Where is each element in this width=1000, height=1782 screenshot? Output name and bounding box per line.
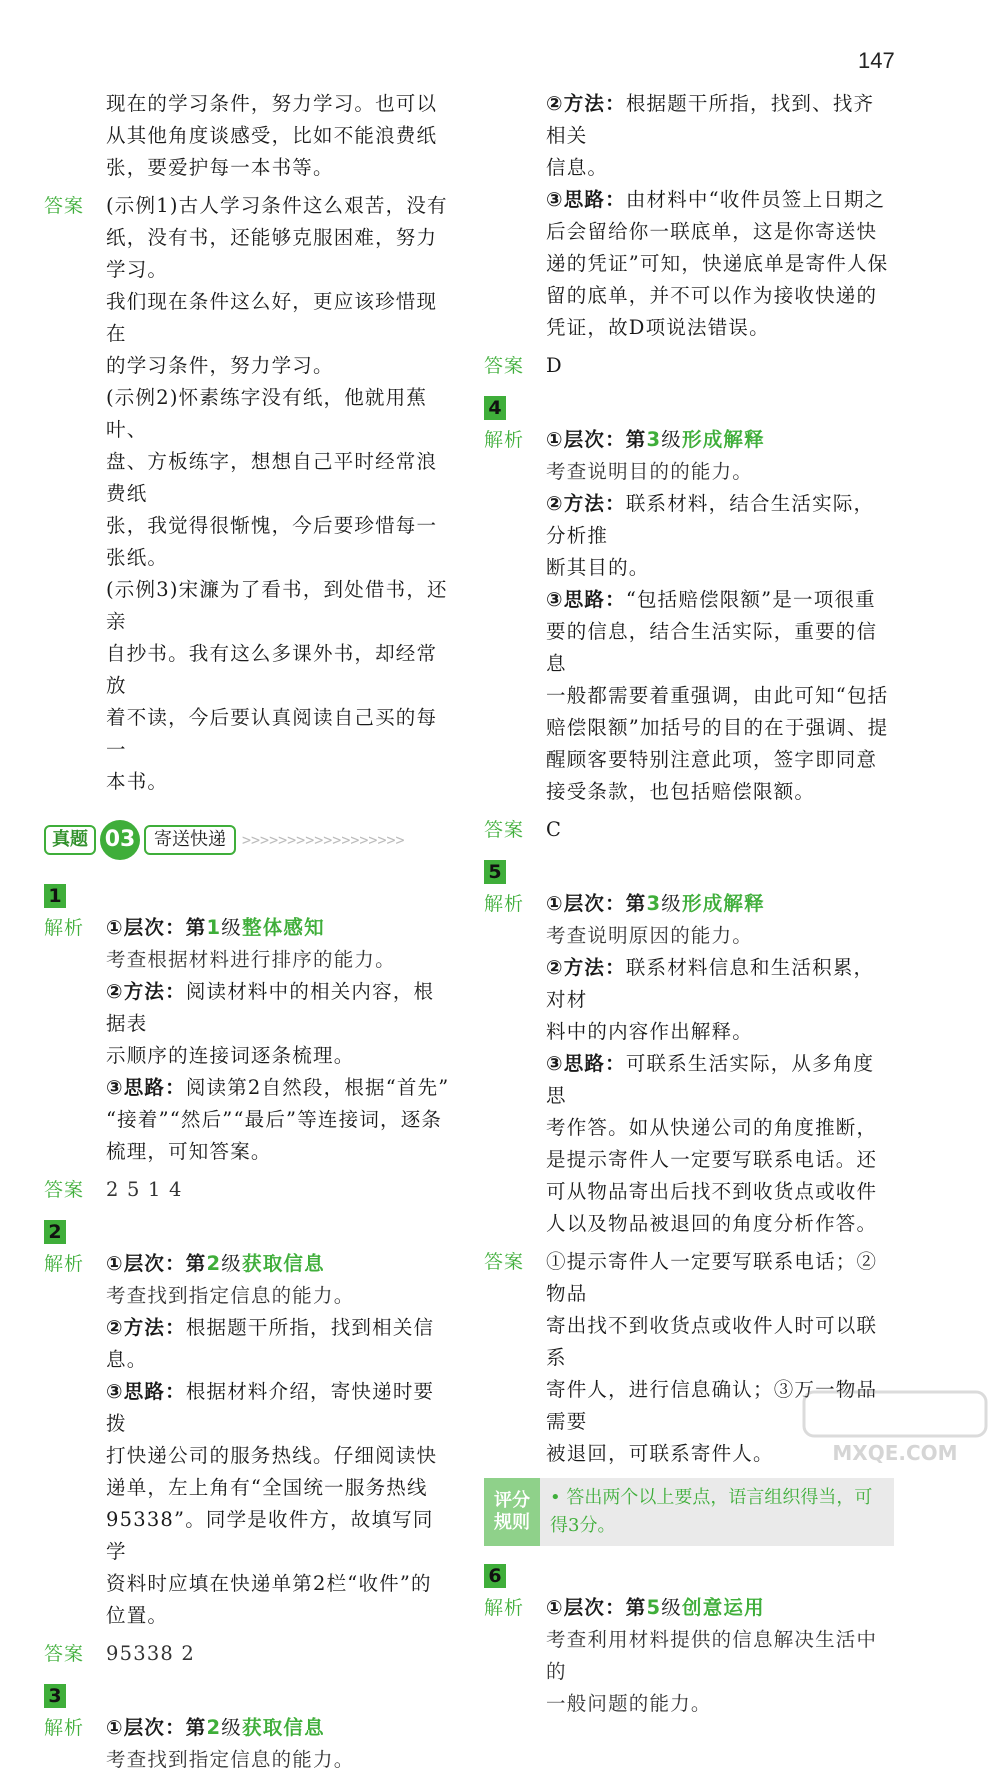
- answer-value: D: [546, 354, 563, 377]
- text-line: 凭证，故D项说法错误。: [546, 316, 770, 339]
- analysis-tag: 解析: [44, 917, 85, 939]
- text-line: 递的凭证”可知，快递底单是寄件人保: [546, 252, 889, 275]
- level-line: ①层次：第2级获取信息: [106, 1252, 325, 1275]
- text-line: 张，要爱护每一本书等。: [106, 156, 334, 179]
- question-number: 3: [44, 1684, 66, 1708]
- level-line: ①层次：第2级获取信息: [106, 1716, 325, 1739]
- svg-text:MXQE.COM: MXQE.COM: [832, 1441, 958, 1465]
- section-tag: 真题: [44, 825, 96, 855]
- text-line: 一般都需要着重强调，由此可知“包括: [546, 684, 889, 707]
- text-line: 本书。: [106, 770, 169, 793]
- grading-rule-line: • 答出两个以上要点，语言组织得当，可: [550, 1487, 873, 1508]
- answer-block: [484, 814, 894, 846]
- idea-line: ③思路：“包括赔偿限额”是一项很重: [546, 588, 876, 611]
- analysis-tag: 解析: [484, 1597, 525, 1619]
- left-column: [44, 88, 454, 1782]
- answer-value: 95338 2: [106, 1642, 196, 1665]
- text-line: 盘、方板练字，想想自己平时经常浪费纸: [106, 450, 438, 505]
- text-line: (示例2)怀素练字没有纸，他就用蕉叶、: [106, 386, 428, 441]
- method-line: ②方法：联系材料，结合生活实际，分析推: [546, 492, 875, 547]
- text-line: “接着”“然后”“最后”等连接词，逐条: [106, 1108, 443, 1131]
- text-line: 考作答。如从快递公司的角度推断，: [546, 1116, 878, 1139]
- section-header: [44, 820, 454, 860]
- text-line: 料中的内容作出解释。: [546, 1020, 754, 1043]
- answer-tag: 答案: [484, 1251, 525, 1273]
- text-line: 从其他角度谈感受，比如不能浪费纸: [106, 124, 438, 147]
- text-line: 着不读，今后要认真阅读自己买的每一: [106, 706, 438, 761]
- right-column: [484, 88, 894, 1726]
- text-line: 人以及物品被退回的角度分析作答。: [546, 1212, 878, 1235]
- analysis-block: [484, 888, 894, 1240]
- text-line: 可从物品寄出后找不到收货点或收件: [546, 1180, 878, 1203]
- text-line: 示顺序的连接词逐条梳理。: [106, 1044, 355, 1067]
- level-line: ①层次：第3级形成解释: [546, 892, 765, 915]
- text-line: 被退回，可联系寄件人。: [546, 1442, 774, 1465]
- text-line: 寄件人，进行信息确认；③万一物品需要: [546, 1378, 878, 1433]
- section-title: 寄送快递: [144, 825, 236, 855]
- idea-line: ③思路：阅读第2自然段，根据“首先”: [106, 1076, 450, 1099]
- text-line: 考查说明原因的能力。: [546, 924, 754, 947]
- answer-block: [44, 1638, 454, 1670]
- analysis-block: [484, 1592, 894, 1720]
- text-line: 张，我觉得很惭愧，今后要珍惜每一张纸。: [106, 514, 438, 569]
- analysis-continued: [484, 88, 894, 344]
- watermark-logo: [800, 1388, 990, 1468]
- text-line: 考查找到指定信息的能力。: [106, 1284, 355, 1307]
- answer-value: 2 5 1 4: [106, 1178, 183, 1201]
- text-line: 资料时应填在快递单第2栏“收件”的: [106, 1572, 432, 1595]
- answer-block: [484, 350, 894, 382]
- text-line: (示例3)宋濂为了看书，到处借书，还亲: [106, 578, 448, 633]
- text-line: 接受条款，也包括赔偿限额。: [546, 780, 816, 803]
- analysis-block: [484, 424, 894, 808]
- text-line: 考查利用材料提供的信息解决生活中的: [546, 1628, 878, 1683]
- level-line: ①层次：第5级创意运用: [546, 1596, 765, 1619]
- text-line: 纸，没有书，还能够克服困难，努力学习。: [106, 226, 438, 281]
- analysis-block: [44, 1248, 454, 1632]
- grading-rule-line: 得3分。: [550, 1515, 616, 1536]
- analysis-block: [44, 912, 454, 1168]
- text-line: 递单，左上角有“全国统一服务热线: [106, 1476, 428, 1499]
- answer-value: C: [546, 818, 563, 841]
- analysis-tag: 解析: [484, 429, 525, 451]
- text-line: 现在的学习条件，努力学习。也可以: [106, 92, 438, 115]
- text-line: 考查说明目的的能力。: [546, 460, 754, 483]
- analysis-tag: 解析: [484, 893, 525, 915]
- question-number: 2: [44, 1220, 66, 1244]
- text-line: (示例1)古人学习条件这么艰苦，没有: [106, 194, 448, 217]
- text-line: ①提示寄件人一定要写联系电话；②物品: [546, 1250, 878, 1305]
- text-line: 留的底单，并不可以作为接收快递的: [546, 284, 878, 307]
- idea-line: ③思路：可联系生活实际，从多角度思: [546, 1052, 875, 1107]
- text-line: 一般问题的能力。: [546, 1692, 712, 1715]
- intro-block: [44, 88, 454, 184]
- answer-tag: 答案: [44, 1643, 85, 1665]
- text-line: 是提示寄件人一定要写联系电话。还: [546, 1148, 878, 1171]
- question-number: 4: [484, 396, 506, 420]
- question-number: 6: [484, 1564, 506, 1588]
- method-line: ②方法：联系材料信息和生活积累，对材: [546, 956, 875, 1011]
- text-line: 断其目的。: [546, 556, 650, 579]
- method-line: ②方法：根据题干所指，找到、找齐相关: [546, 92, 875, 147]
- answer-tag: 答案: [484, 355, 525, 377]
- idea-line: ③思路：由材料中“收件员签上日期之: [546, 188, 886, 211]
- method-line: ②方法：根据题干所指，找到相关信息。: [106, 1316, 435, 1371]
- text-line: 我们现在条件这么好，更应该珍惜现在: [106, 290, 438, 345]
- text-line: 自抄书。我有这么多课外书，却经常放: [106, 642, 438, 697]
- text-line: 信息。: [546, 156, 609, 179]
- method-line: ②方法：阅读材料中的相关内容，根据表: [106, 980, 435, 1035]
- page-number: 147: [858, 48, 895, 73]
- text-line: 考查找到指定信息的能力。: [106, 1748, 355, 1771]
- question-number: 5: [484, 860, 506, 884]
- answer-block: [44, 190, 454, 798]
- answer-tag: 答案: [44, 195, 85, 217]
- text-line: 的学习条件，努力学习。: [106, 354, 334, 377]
- question-number: 1: [44, 884, 66, 908]
- answer-block: [44, 1174, 454, 1206]
- analysis-tag: 解析: [44, 1717, 85, 1739]
- text-line: 要的信息，结合生活实际，重要的信息: [546, 620, 878, 675]
- idea-line: ③思路：根据材料介绍，寄快递时要拨: [106, 1380, 435, 1435]
- grading-rule-tag: 评分 规则: [484, 1478, 540, 1546]
- text-line: 赔偿限额”加括号的目的在于强调、提: [546, 716, 889, 739]
- text-line: 95338”。同学是收件方，故填写同学: [106, 1508, 434, 1563]
- text-line: 考查根据材料进行排序的能力。: [106, 948, 396, 971]
- level-line: ①层次：第3级形成解释: [546, 428, 765, 451]
- answer-tag: 答案: [484, 819, 525, 841]
- text-line: 醒顾客要特别注意此项，签字即同意: [546, 748, 878, 771]
- text-line: 后会留给你一联底单，这是你寄送快: [546, 220, 878, 243]
- text-line: 寄出找不到收货点或收件人时可以联系: [546, 1314, 878, 1369]
- text-line: 打快递公司的服务热线。仔细阅读快: [106, 1444, 438, 1467]
- text-line: 位置。: [106, 1604, 169, 1627]
- section-arrows: >>>>>>>>>>>>>>>>>>: [242, 831, 405, 849]
- analysis-block: [44, 1712, 454, 1776]
- text-line: 梳理，可知答案。: [106, 1140, 272, 1163]
- level-line: ①层次：第1级整体感知: [106, 916, 325, 939]
- grading-rule-box: [484, 1478, 894, 1546]
- answer-tag: 答案: [44, 1179, 85, 1201]
- analysis-tag: 解析: [44, 1253, 85, 1275]
- section-number: 03: [100, 820, 140, 860]
